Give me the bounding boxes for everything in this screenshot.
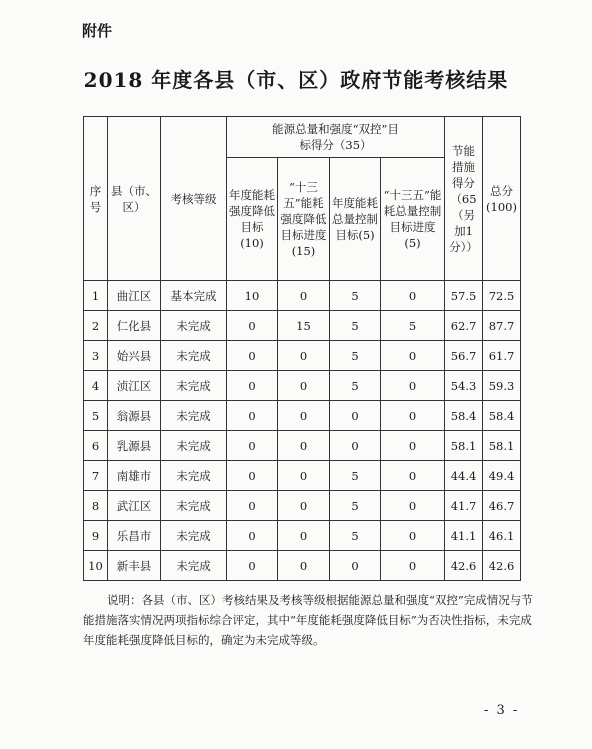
cell-score2: 0 (278, 371, 330, 401)
cell-measures: 58.1 (445, 431, 483, 461)
cell-county: 翁源县 (108, 401, 161, 431)
cell-score2: 0 (278, 521, 330, 551)
cell-grade: 未完成 (161, 371, 227, 401)
cell-score1: 0 (227, 461, 278, 491)
cell-score1: 0 (227, 521, 278, 551)
cell-score3: 5 (330, 521, 381, 551)
table-row (84, 491, 521, 521)
cell-score1: 0 (227, 311, 278, 341)
cell-county: 曲江区 (108, 281, 161, 311)
cell-score2: 0 (278, 491, 330, 521)
header-measures: 节能措施得分（65（另加1分）） (445, 117, 483, 281)
cell-no: 1 (84, 281, 108, 311)
cell-grade: 未完成 (161, 341, 227, 371)
cell-score2: 0 (278, 431, 330, 461)
cell-no: 5 (84, 401, 108, 431)
header-seq: 序号 (84, 117, 108, 281)
explanation-note: 说明：各县（市、区）考核结果及考核等级根据能源总量和强度“双控”完成情况与节能措施落实情况两项指标综合评定，其中“年度能耗强度降低目标”为否决性指标，未完成年度能耗强度降低目标的，确定为未完成等级。 (83, 593, 533, 647)
cell-score4: 0 (381, 431, 445, 461)
cell-grade: 未完成 (161, 401, 227, 431)
cell-county: 乳源县 (108, 431, 161, 461)
cell-grade: 基本完成 (161, 281, 227, 311)
cell-score1: 0 (227, 371, 278, 401)
cell-total: 42.6 (483, 551, 521, 581)
cell-measures: 41.7 (445, 491, 483, 521)
cell-no: 3 (84, 341, 108, 371)
cell-score4: 0 (381, 281, 445, 311)
table-row (84, 371, 521, 401)
page-title: 2018 年度各县（市、区）政府节能考核结果 (83, 68, 509, 92)
cell-no: 10 (84, 551, 108, 581)
cell-county: 乐昌市 (108, 521, 161, 551)
cell-measures: 57.5 (445, 281, 483, 311)
cell-score3: 0 (330, 551, 381, 581)
cell-score1: 0 (227, 401, 278, 431)
cell-measures: 44.4 (445, 461, 483, 491)
cell-county: 浈江区 (108, 371, 161, 401)
table-row (84, 281, 521, 311)
cell-measures: 62.7 (445, 311, 483, 341)
cell-score4: 0 (381, 491, 445, 521)
cell-total: 61.7 (483, 341, 521, 371)
cell-measures: 42.6 (445, 551, 483, 581)
cell-total: 58.4 (483, 401, 521, 431)
cell-county: 新丰县 (108, 551, 161, 581)
cell-no: 4 (84, 371, 108, 401)
header-annual-total: 年度能耗总量控制目标(5) (330, 158, 381, 281)
cell-grade: 未完成 (161, 311, 227, 341)
cell-score2: 0 (278, 341, 330, 371)
table-row (84, 341, 521, 371)
cell-score4: 0 (381, 551, 445, 581)
cell-score1: 0 (227, 341, 278, 371)
cell-score3: 0 (330, 431, 381, 461)
cell-county: 武江区 (108, 491, 161, 521)
cell-score4: 5 (381, 311, 445, 341)
cell-score1: 10 (227, 281, 278, 311)
cell-no: 2 (84, 311, 108, 341)
cell-no: 9 (84, 521, 108, 551)
header-county: 县（市、区） (108, 117, 161, 281)
table-row (84, 401, 521, 431)
cell-score3: 5 (330, 371, 381, 401)
cell-total: 58.1 (483, 431, 521, 461)
page-number: - 3 - (484, 703, 520, 718)
cell-county: 南雄市 (108, 461, 161, 491)
cell-score1: 0 (227, 431, 278, 461)
cell-grade: 未完成 (161, 491, 227, 521)
cell-score4: 0 (381, 401, 445, 431)
cell-measures: 56.7 (445, 341, 483, 371)
cell-score1: 0 (227, 491, 278, 521)
header-13th-total: “十三五”能耗总量控制目标进度(5) (381, 158, 445, 281)
cell-grade: 未完成 (161, 521, 227, 551)
cell-total: 72.5 (483, 281, 521, 311)
cell-no: 7 (84, 461, 108, 491)
cell-score4: 0 (381, 371, 445, 401)
cell-grade: 未完成 (161, 461, 227, 491)
cell-total: 87.7 (483, 311, 521, 341)
cell-score4: 0 (381, 521, 445, 551)
cell-total: 46.1 (483, 521, 521, 551)
table-row (84, 551, 521, 581)
cell-measures: 54.3 (445, 371, 483, 401)
cell-score3: 5 (330, 281, 381, 311)
cell-total: 49.4 (483, 461, 521, 491)
header-13th-intensity: “十三五”能耗强度降低目标进度(15) (278, 158, 330, 281)
cell-score4: 0 (381, 341, 445, 371)
header-annual-intensity: 年度能耗强度降低目标(10) (227, 158, 278, 281)
cell-score3: 5 (330, 341, 381, 371)
header-dual-control: 能源总量和强度“双控”目标得分（35） (227, 117, 445, 158)
cell-score3: 0 (330, 401, 381, 431)
cell-measures: 58.4 (445, 401, 483, 431)
cell-score2: 0 (278, 401, 330, 431)
table-row (84, 521, 521, 551)
cell-score3: 5 (330, 491, 381, 521)
cell-measures: 41.1 (445, 521, 483, 551)
cell-score3: 5 (330, 461, 381, 491)
header-total: 总分(100) (483, 117, 521, 281)
results-table (83, 116, 521, 581)
cell-score4: 0 (381, 461, 445, 491)
cell-total: 59.3 (483, 371, 521, 401)
table-row (84, 311, 521, 341)
cell-grade: 未完成 (161, 551, 227, 581)
table-row (84, 461, 521, 491)
cell-no: 6 (84, 431, 108, 461)
cell-score2: 0 (278, 461, 330, 491)
cell-no: 8 (84, 491, 108, 521)
cell-score1: 0 (227, 551, 278, 581)
cell-county: 仁化县 (108, 311, 161, 341)
table-row (84, 431, 521, 461)
cell-score2: 15 (278, 311, 330, 341)
cell-score3: 5 (330, 311, 381, 341)
cell-total: 46.7 (483, 491, 521, 521)
cell-county: 始兴县 (108, 341, 161, 371)
header-grade: 考核等级 (161, 117, 227, 281)
cell-score2: 0 (278, 551, 330, 581)
cell-grade: 未完成 (161, 431, 227, 461)
cell-score2: 0 (278, 281, 330, 311)
attachment-label: 附件 (82, 22, 113, 40)
